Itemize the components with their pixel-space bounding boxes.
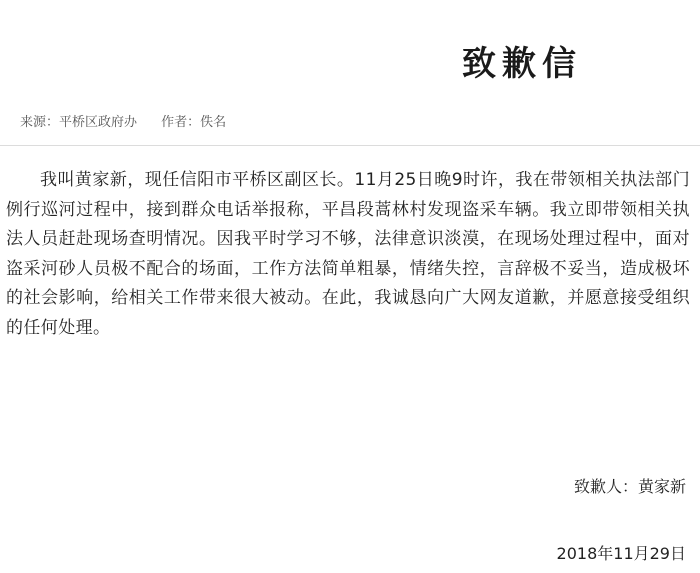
letter-body: 我叫黄家新，现任信阳市平桥区副区长。11月25日晚9时许，我在带领相关执法部门例行巡河过程中，接到群众电话举报称，平昌段蒿林村发现盗采车辆。我立即带领相关执法人员赶赴现场查明情况。因我平时学习不够，法律意识淡漠，在现场处理过程中，面对盗采河砂人员极不配合的场面，工作方法简单粗暴，情绪失控，言辞极不妥当，造成极坏的社会影响，给相关工作带来很大被动。在此，我诚恳向广大网友道歉，并愿意接受组织的任何处理。 <box>6 170 690 338</box>
letter-signature: 致歉人：黄家新 <box>573 477 686 496</box>
letter-date: 2018年11月29日 <box>556 544 686 563</box>
divider <box>0 145 700 146</box>
author-label: 作者：佚名 <box>161 115 227 130</box>
source-label: 来源：平桥区政府办 <box>20 115 138 130</box>
page-title: 致歉信 <box>462 44 582 84</box>
article-meta <box>20 114 226 132</box>
